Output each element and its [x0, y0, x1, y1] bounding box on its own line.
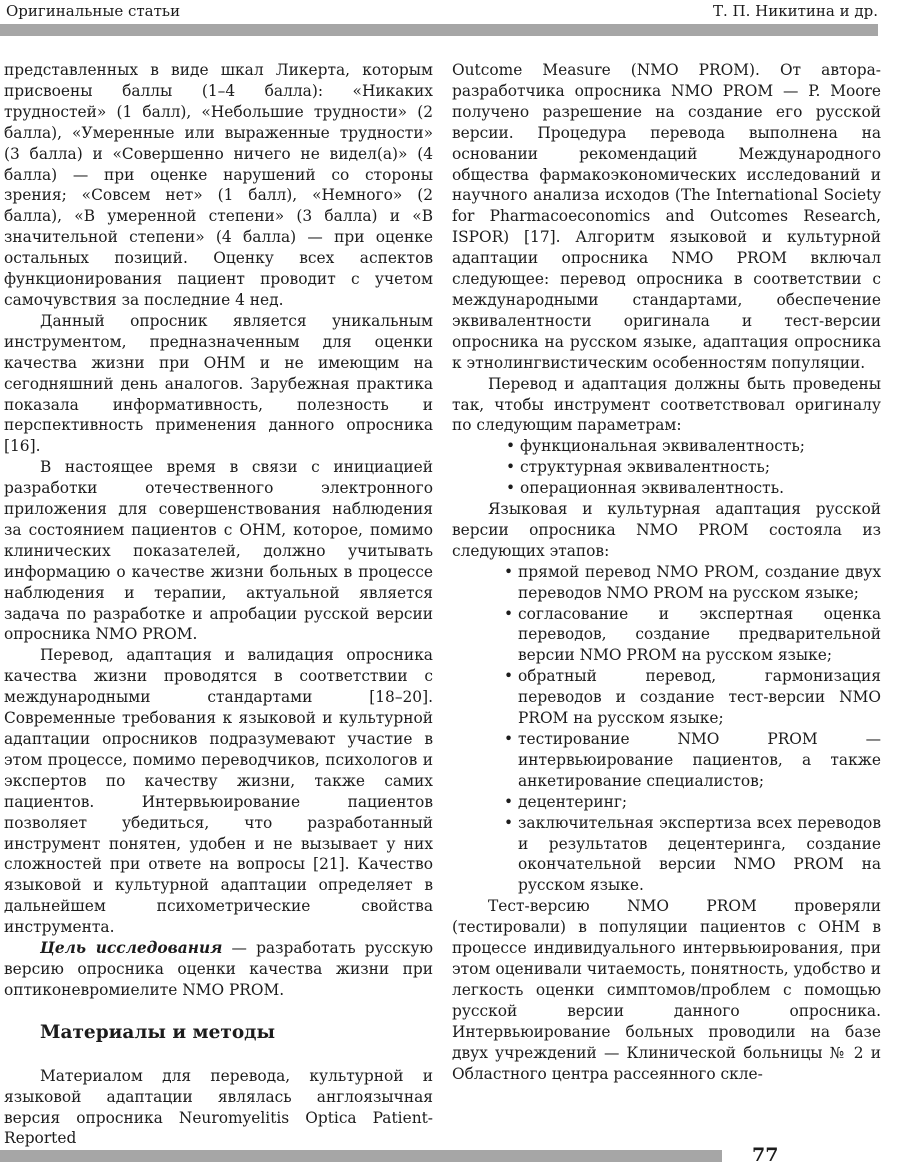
- list-item: • функциональная эквивалентность;: [452, 436, 881, 457]
- paragraph: Перевод и адаптация должны быть проведены так, чтобы инструмент соответствовал оригиналу по следующим параметрам:: [452, 374, 881, 435]
- paragraph: В настоящее время в связи с инициацией разработки отечественного электронного приложения для совершенствования наблюдения за состоянием пациентов с ОНМ, которое, помимо клинических показателей, должно учитывать информацию о качестве жизни больных в процессе наблюдения и терапии, актуальной является задача по разработке и апробации русской версии опросника NMO PROM.: [4, 458, 433, 644]
- right-column: [452, 60, 881, 1084]
- aim-text: — разработать русскую версию опросника оценки качества жизни при оптиконевромиелите NMO PROM.: [4, 939, 433, 999]
- paragraph: Перевод, адаптация и валидация опросника качества жизни проводятся в соответствии с международными стандартами [18–20]. Современные требования к языковой и культурной адаптации опросников подразумевают участие в этом процессе, помимо переводчиков, психологов и экспертов по качеству жизни, также самих пациентов. Интервьюирование пациентов позволяет убедиться, что разработанный инструмент понятен, удобен и не вызывает у них сложностей при ответе на вопросы [21]. Качество языковой и культурной адаптации определяет в дальнейшем психометрические свойства инструмента.: [4, 646, 433, 937]
- stages-list: [452, 562, 881, 897]
- list-item: • прямой перевод NMO PROM, создание двух переводов NMO PROM на русском языке;: [452, 562, 881, 604]
- running-header: [0, 0, 900, 40]
- aim-paragraph: [4, 938, 433, 1001]
- section-heading: Материалы и методы: [40, 1021, 276, 1043]
- left-column: [4, 60, 433, 1149]
- paragraph: Outcome Measure (NMO PROM). От автора-разработчика опросника NMO PROM — P. Moore получено разрешение на создание его русской версии. Процедура перевода выполнена на основании рекомендаций Международного общества фармакоэкономических исследований и научного анализа исходов (The International Society for Pharmacoeconomics and Outcomes Research, ISPOR) [17]. Алгоритм языковой и культурной адаптации опросника NMO PROM включал следующее: перевод опросника в соответствии с международными стандартами, обеспечение эквивалентности оригинала и тест-версии опросника на русском языке, адаптация опросника к этнолингвистическим особенностям популяции.: [452, 61, 881, 372]
- paragraph: представленных в виде шкал Ликерта, которым присвоены баллы (1–4 балла): «Никаких трудностей» (1 балл), «Небольшие трудности» (2 балла), «Умеренные или выраженные трудности» (3 балла) и «Совершенно ничего не видел(а)» (4 балла) — при оценке нарушений со стороны зрения; «Совсем нет» (1 балл), «Немного» (2 балла), «В умеренной степени» (3 балла) и «В значительной степени» (4 балла) — при оценке остальных позиций. Оценку всех аспектов функционирования пациент проводит с учетом самочувствия за последние 4 нед.: [4, 61, 433, 309]
- equivalence-list: [452, 436, 881, 499]
- list-item: • операционная эквивалентность.: [452, 478, 881, 499]
- header-rule: [0, 24, 878, 36]
- list-item: • тестирование NMO PROM — интервьюирование пациентов, а также анкетирование специалистов;: [452, 729, 881, 792]
- list-item: • структурная эквивалентность;: [452, 457, 881, 478]
- list-item: • согласование и экспертная оценка переводов, создание предварительной версии NMO PROM на русском языке;: [452, 604, 881, 667]
- authors-label: Т. П. Никитина и др.: [713, 2, 878, 20]
- footer-rule: [0, 1150, 722, 1162]
- paragraph: Данный опросник является уникальным инструментом, предназначенным для оценки качества жизни при ОНМ и не имеющим на сегодняшний день аналогов. Зарубежная практика показала информативность, полезность и перспективность применения данного опросника [16].: [4, 311, 433, 456]
- paragraph: Языковая и культурная адаптация русской версии опросника NMO PROM состояла из следующих этапов:: [452, 500, 881, 560]
- aim-label: Цель исследования: [40, 939, 223, 958]
- paragraph: Тест-версию NMO PROM проверяли (тестировали) в популяции пациентов с ОНМ в процессе индивидуального интервьюирования, при этом оценивали читаемость, понятность, удобство и легкость оценки симптомов/проблем с помощью русской версии данного опросника. Интервьюирование больных проводили на базе двух учреждений — Клинической больницы № 2 и Областного центра рассеянного скле-: [452, 897, 881, 1083]
- list-item: • обратный перевод, гармонизация переводов и создание тест-версии NMO PROM на русском языке;: [452, 666, 881, 729]
- journal-section-label: Оригинальные статьи: [6, 2, 181, 20]
- paragraph: Материалом для перевода, культурной и языковой адаптации являлась англоязычная версия опросника Neuromyelitis Optica Patient-Reported: [4, 1066, 433, 1148]
- page-number: 77: [752, 1144, 779, 1166]
- list-item: • заключительная экспертиза всех переводов и результатов децентеринга, создание окончательной версии NMO PROM на русском языке.: [452, 813, 881, 897]
- list-item: • децентеринг;: [452, 792, 881, 813]
